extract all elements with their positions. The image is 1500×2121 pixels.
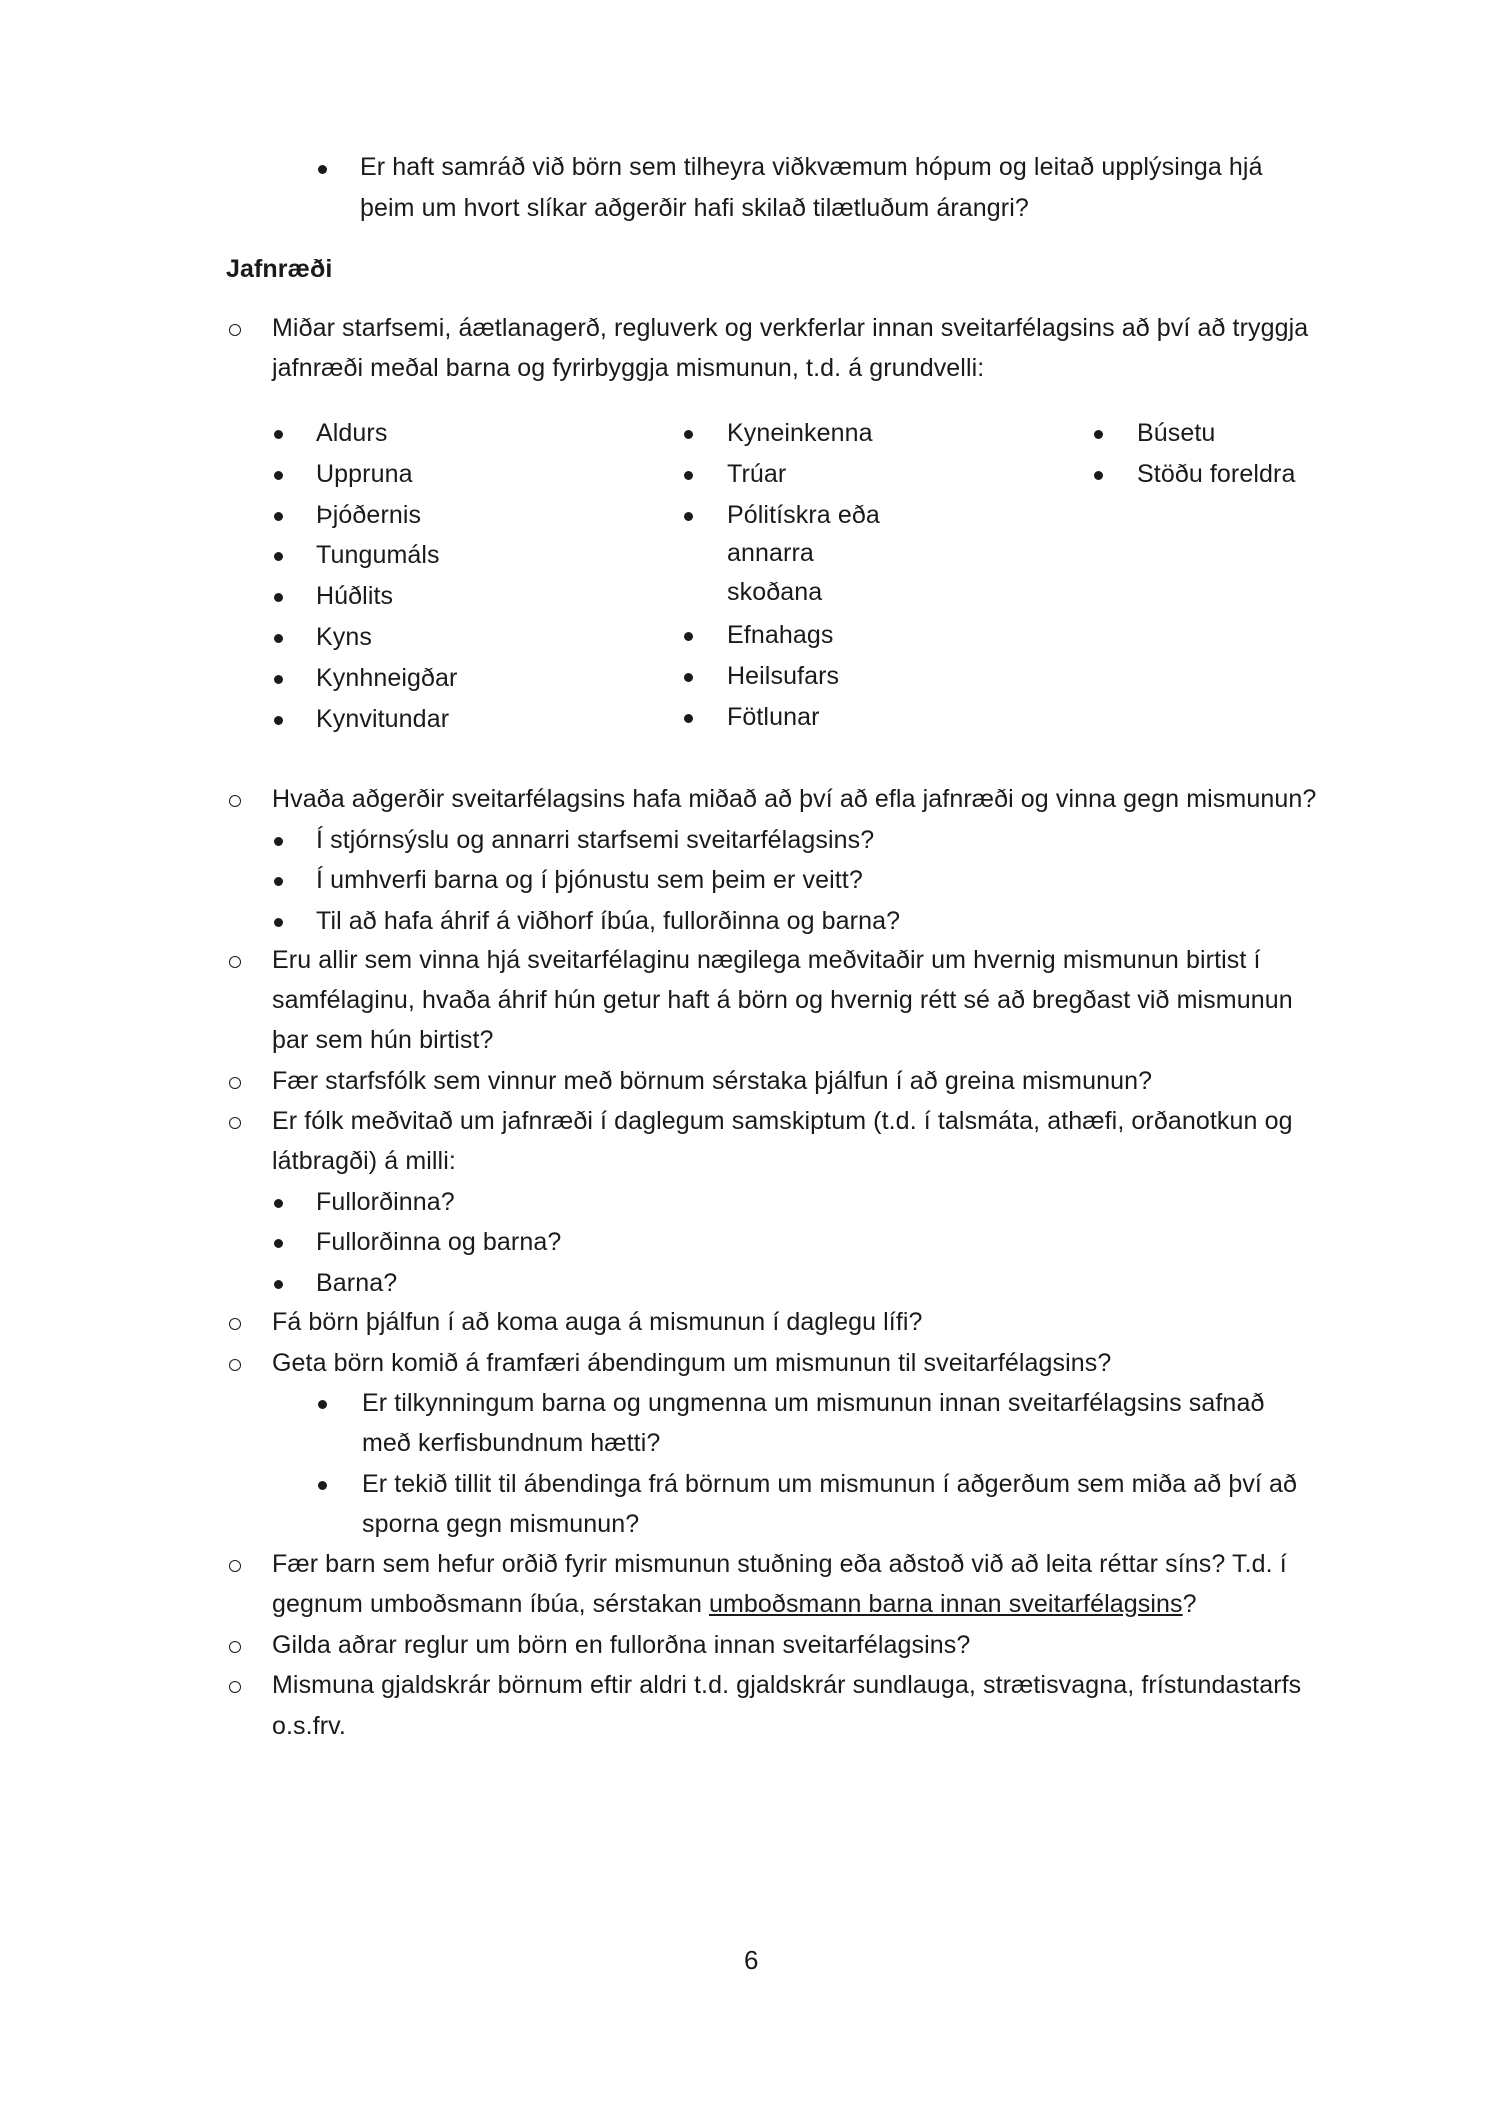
bullet — [274, 877, 283, 886]
q3-line3: þar sem hún birtist? — [272, 1026, 494, 1054]
q1-line2: jafnræði meðal barna og fyrirbyggja mismunun, t.d. á grundvelli: — [272, 354, 985, 382]
ground-item: Kynvitundar — [316, 705, 450, 733]
ground-item: Stöðu foreldra — [1137, 460, 1296, 488]
q5-sub: Fullorðinna og barna? — [316, 1228, 562, 1256]
ground-item-cont: annarra — [727, 539, 814, 567]
ground-item: Aldurs — [316, 419, 388, 447]
circle-bullet — [229, 1077, 241, 1089]
q2-sub: Í stjórnsýslu og annarri starfsemi sveitarfélagsins? — [316, 826, 875, 854]
bullet — [684, 632, 693, 641]
ground-item: Efnahags — [727, 621, 834, 649]
q8-line2-prefix: gegnum umboðsmann íbúa, sérstakan — [272, 1590, 709, 1618]
bullet — [684, 430, 693, 439]
q1-line1: Miðar starfsemi, áætlanagerð, regluverk og verkferlar innan sveitarfélagsins að því að tryggja — [272, 314, 1309, 342]
intro-bullet-line2: þeim um hvort slíkar aðgerðir hafi skilað tilætluðum árangri? — [360, 194, 1029, 222]
ground-item: Uppruna — [316, 460, 413, 488]
circle-bullet — [229, 1318, 241, 1330]
q10-line2: o.s.frv. — [272, 1712, 346, 1740]
q2-line1: Hvaða aðgerðir sveitarfélagsins hafa miðað að því að efla jafnræði og vinna gegn mismunun? — [272, 785, 1317, 813]
q10-line1: Mismuna gjaldskrár börnum eftir aldri t.d. gjaldskrár sundlauga, strætisvagna, frístundastarfs — [272, 1671, 1302, 1699]
bullet — [684, 673, 693, 682]
ground-item: Þjóðernis — [316, 501, 422, 529]
q3-line2: samfélaginu, hvaða áhrif hún getur haft á börn og hvernig rétt sé að bregðast við mismunun — [272, 986, 1293, 1014]
ground-item: Trúar — [727, 460, 787, 488]
bullet — [274, 716, 283, 725]
bullet — [1094, 471, 1103, 480]
q4-line1: Fær starfsfólk sem vinnur með börnum sérstaka þjálfun í að greina mismunun? — [272, 1067, 1153, 1095]
q5-sub: Fullorðinna? — [316, 1188, 455, 1216]
bullet — [318, 1481, 327, 1490]
q3-line1: Eru allir sem vinna hjá sveitarfélaginu nægilega meðvitaðir um hvernig mismunun birtist í — [272, 946, 1261, 974]
q8-line1: Fær barn sem hefur orðið fyrir mismunun stuðning eða aðstoð við að leita réttar síns? T.d. í — [272, 1550, 1287, 1578]
page-number: 6 — [744, 1945, 759, 1975]
bullet — [274, 430, 283, 439]
bullet — [274, 471, 283, 480]
circle-bullet — [229, 1117, 241, 1129]
ground-item: Fötlunar — [727, 703, 820, 731]
bullet — [274, 837, 283, 846]
bullet — [274, 1280, 283, 1289]
ground-item: Kynhneigðar — [316, 664, 458, 692]
ombudsman-link[interactable]: umboðsmann barna innan sveitarfélagsins — [709, 1590, 1183, 1618]
q2-sub: Í umhverfi barna og í þjónustu sem þeim er veitt? — [316, 866, 863, 894]
section-heading: Jafnræði — [226, 255, 333, 283]
circle-bullet — [229, 1641, 241, 1653]
q2-sub: Til að hafa áhrif á viðhorf íbúa, fullorðinna og barna? — [316, 907, 901, 935]
intro-bullet-line1: Er haft samráð við börn sem tilheyra viðkvæmum hópum og leitað upplýsinga hjá — [360, 153, 1263, 181]
ground-item: Heilsufars — [727, 662, 840, 690]
bullet — [684, 714, 693, 723]
q8-line2 — [272, 1589, 1197, 1619]
q8-line2-suffix: ? — [1182, 1590, 1197, 1618]
bullet — [318, 1400, 327, 1409]
bullet — [274, 675, 283, 684]
circle-bullet — [229, 324, 241, 336]
circle-bullet — [229, 1359, 241, 1371]
q5-line1: Er fólk meðvitað um jafnræði í daglegum samskiptum (t.d. í talsmáta, athæfi, orðanotkun og — [272, 1107, 1293, 1135]
q7-sub1-line2: með kerfisbundnum hætti? — [362, 1429, 661, 1457]
ground-item: Tungumáls — [316, 541, 440, 569]
q7-sub2-line2: sporna gegn mismunun? — [362, 1510, 640, 1538]
ground-item: Pólitískra eða — [727, 501, 880, 529]
q7-sub1-line1: Er tilkynningum barna og ungmenna um mismunun innan sveitarfélagsins safnað — [362, 1389, 1265, 1417]
ground-item: Húðlits — [316, 582, 394, 610]
bullet — [684, 471, 693, 480]
circle-bullet — [229, 1681, 241, 1693]
bullet — [274, 1239, 283, 1248]
ground-item-cont: skoðana — [727, 578, 823, 606]
bullet — [274, 918, 283, 927]
q6-line1: Fá börn þjálfun í að koma auga á mismunun í daglegu lífi? — [272, 1308, 923, 1336]
bullet — [684, 512, 693, 521]
ground-item: Kyns — [316, 623, 372, 651]
circle-bullet — [229, 1560, 241, 1572]
bullet — [274, 552, 283, 561]
q5-line2: látbragði) á milli: — [272, 1147, 456, 1175]
bullet — [274, 593, 283, 602]
bullet — [274, 512, 283, 521]
circle-bullet — [229, 956, 241, 968]
ground-item: Búsetu — [1137, 419, 1216, 447]
bullet — [318, 165, 327, 174]
q7-line1: Geta börn komið á framfæri ábendingum um mismunun til sveitarfélagsins? — [272, 1349, 1112, 1377]
ground-item: Kyneinkenna — [727, 419, 873, 447]
q7-sub2-line1: Er tekið tillit til ábendinga frá börnum um mismunun í aðgerðum sem miða að því að — [362, 1470, 1298, 1498]
bullet — [274, 634, 283, 643]
q5-sub: Barna? — [316, 1269, 398, 1297]
circle-bullet — [229, 795, 241, 807]
bullet — [274, 1199, 283, 1208]
q9-line1: Gilda aðrar reglur um börn en fullorðna innan sveitarfélagsins? — [272, 1631, 971, 1659]
bullet — [1094, 430, 1103, 439]
